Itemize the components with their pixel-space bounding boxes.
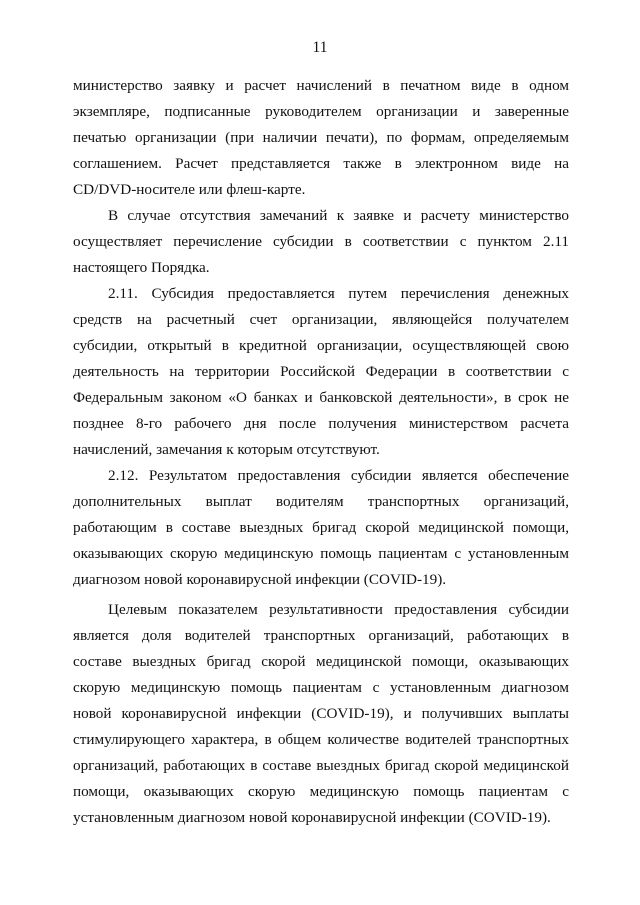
text-line: субсидии, открытый в кредитной организации, осуществляющей свою [73, 337, 569, 354]
text-line: 2.12. Результатом предоставления субсидии является обеспечение [108, 467, 569, 484]
text-line: установленным диагнозом новой коронавирусной инфекции (COVID-19). [73, 809, 551, 826]
text-line: настоящего Порядка. [73, 259, 210, 276]
text-line: Целевым показателем результативности предоставления субсидии [108, 601, 569, 618]
page-number: 11 [312, 39, 328, 56]
text-line: соглашением. Расчет представляется также в электронном виде на [73, 155, 569, 172]
text-line: стимулирующего характера, в общем количестве водителей транспортных [73, 731, 569, 748]
text-line: помощи, оказывающих скорую медицинскую помощь пациентам с [73, 783, 569, 800]
text-line: организаций, работающих в составе выездных бригад скорой медицинской [73, 757, 569, 774]
text-line: составе выездных бригад скорой медицинской помощи, оказывающих [73, 653, 569, 670]
text-line: деятельность на территории Российской Федерации в соответствии с [73, 363, 569, 380]
text-line: начислений, замечания к которым отсутствуют. [73, 441, 380, 458]
text-line: В случае отсутствия замечаний к заявке и расчету министерство [108, 207, 569, 224]
text-line: позднее 8-го рабочего дня после получения министерством расчета [73, 415, 569, 432]
text-line: экземпляре, подписанные руководителем организации и заверенные [73, 103, 569, 120]
text-line: 2.11. Субсидия предоставляется путем перечисления денежных [108, 285, 569, 302]
text-line: работающим в составе выездных бригад скорой медицинской помощи, [73, 519, 569, 536]
text-line: новой коронавирусной инфекции (COVID-19), и получивших выплаты [73, 705, 569, 722]
text-line: дополнительных выплат водителям транспортных организаций, [73, 493, 569, 510]
text-line: является доля водителей транспортных организаций, работающих в [73, 627, 569, 644]
text-line: диагнозом новой коронавирусной инфекции (COVID-19). [73, 571, 447, 588]
text-line: средств на расчетный счет организации, являющейся получателем [73, 311, 569, 328]
text-line: Федеральным законом «О банках и банковской деятельности», в срок не [73, 389, 569, 406]
text-line: осуществляет перечисление субсидии в соответствии с пунктом 2.11 [73, 233, 569, 250]
text-line: министерство заявку и расчет начислений в печатном виде в одном [73, 77, 569, 94]
text-line: CD/DVD-носителе или флеш-карте. [73, 181, 306, 198]
text-line: печатью организации (при наличии печати), по формам, определяемым [73, 129, 569, 146]
text-line: оказывающих скорую медицинскую помощь пациентам с установленным [73, 545, 569, 562]
text-line: скорую медицинскую помощь пациентам с установленным диагнозом [73, 679, 569, 696]
